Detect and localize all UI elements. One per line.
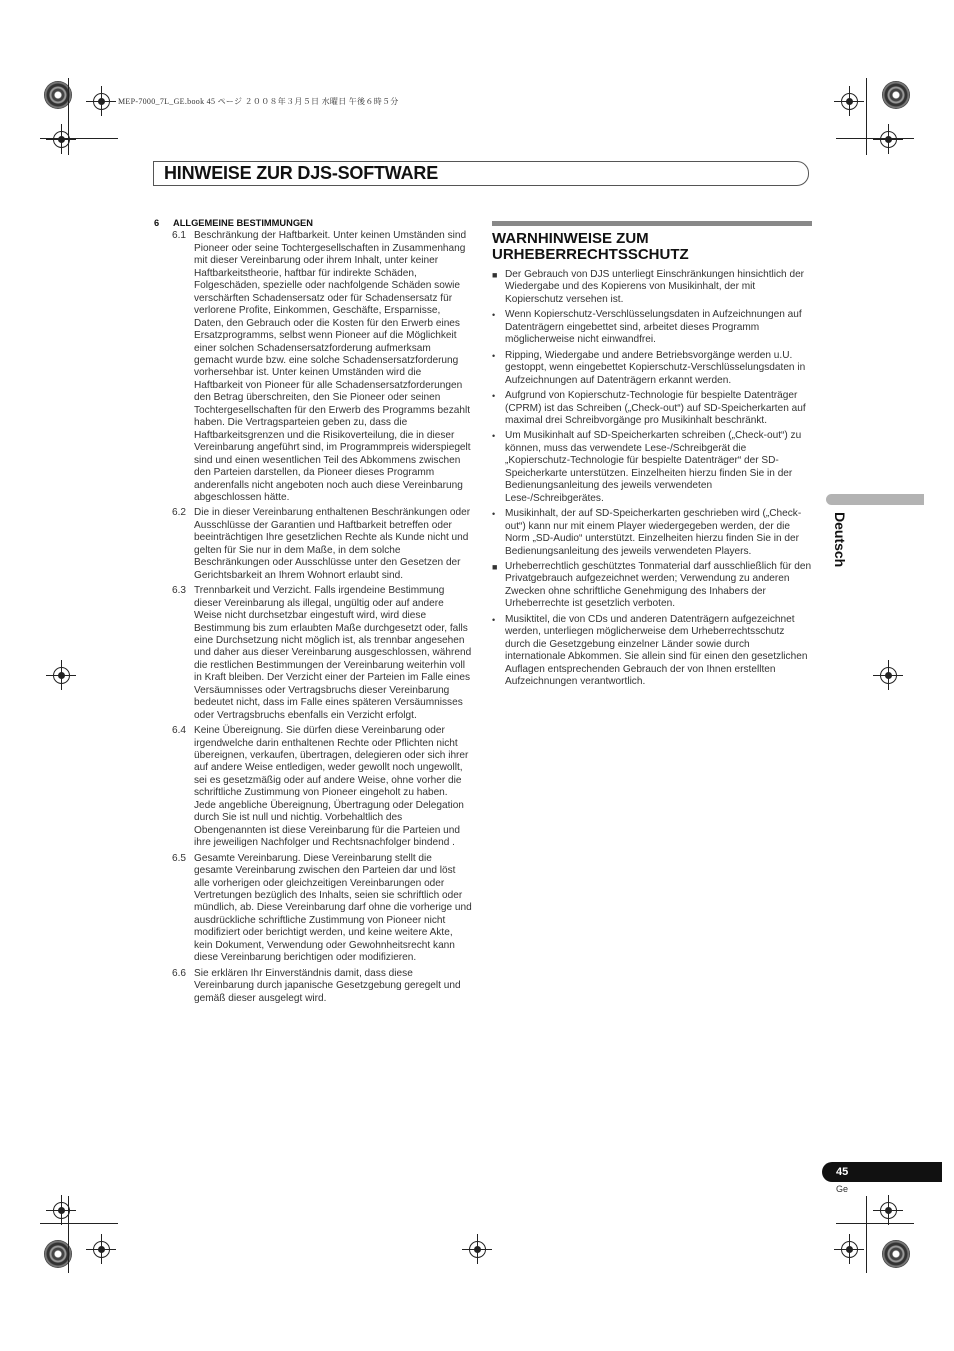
list-item [492,614,812,689]
list-item-text: Um Musikinhalt auf SD-Speicherkarten schreiben („Check-out“) zu können, muss das verwendete Lese-/Schreibgerät die „Kopierschutz-Technologie für bespielte Datenträger“ der SD-Speicherkarte unterstützen. Einzelheiten hierzu finden Sie in der Bedienungsanleitung des jeweils verwendeten Lese-/Schreibgerätes. [505,430,802,504]
heading-rule [492,221,812,226]
page-title: HINWEISE ZUR DJS-SOFTWARE [164,163,439,183]
language-tab-bar [826,494,924,505]
language-tab-label: Deutsch [832,512,848,568]
page-number: 45 [836,1166,849,1178]
crosshair-icon [46,660,76,690]
clause [154,507,472,582]
clause-text: Keine Übereignung. Sie dürfen diese Vereinbarung oder irgendwelche darin enthaltenen Rechte oder Pflichten nicht übereignen, verkaufen, übertragen, delegieren oder sich ihrer auf andere Weise entledigen, weder gewollt noch ungewollt, sei es gesetzmäßig oder auf andere Weise, ohne vorher die schriftliche Zustimmung von Pioneer eingeholt zu haben. Jede angebliche Übereignung, Übertragung oder Delegation durch Sie ist null und nichtig. Vorbehaltlich des Obengenannten ist diese Vereinbarung für die Parteien und ihre jeweiligen Nachfolger und Rechtsnachfolger bindend . [194,725,469,849]
dot-bullet-icon: • [492,509,496,520]
list-item [492,269,812,306]
square-bullet-icon: ■ [492,561,498,572]
registration-target-icon [882,81,910,109]
list-item [492,390,812,427]
list-item-text: Wenn Kopierschutz-Verschlüsselungsdaten in Aufzeichnungen auf Datenträgern eingebettet sind, arbeitet dieses Programm möglicherweise nicht einwandfrei. [505,309,802,346]
heading-line: WARNHINWEISE ZUM [492,230,649,247]
clause-number: 6.3 [172,585,187,597]
crosshair-icon [834,1234,864,1264]
clause-number: 6.1 [172,230,187,242]
registration-target-icon [882,1240,910,1268]
list-item-text: Musikinhalt, der auf SD-Speicherkarten geschrieben wird („Check-out“) kann nur mit einem Player wiedergegeben werden, der die Norm „SD-Audio“ unterstützt. Einzelheiten hierzu finden Sie in der Bedienungsanleitung des jeweils verwendeten Players. [505,508,802,557]
list-item-text: Urheberrechtlich geschütztes Tonmaterial darf ausschließlich für den Privatgebrauch aufgezeichnet werden; Verwendung zu anderen Zwecken ohne schriftliche Genehmigung des Inhabers der Urheberrechte ist gesetzlich verboten. [505,560,812,610]
crosshair-icon [46,124,76,154]
clause-number: 6.4 [172,725,187,737]
list-item [492,508,812,558]
clause-number: 6.5 [172,852,187,864]
list-item [492,350,812,387]
crosshair-icon [46,1195,76,1225]
dot-bullet-icon: • [492,391,496,402]
left-column [154,217,472,1005]
section-heading [492,231,812,263]
clause-text: Trennbarkeit und Verzicht. Falls irgendeine Bestimmung dieser Vereinbarung als illegal, ungültig oder auf andere Weise nicht durchsetzbar eingestuft wird, wird diese Bestimmung bis zum erlaubten Maße durchgesetzt oder, falls eine Durchsetzung nicht möglich ist, als trennbar angesehen und daher aus dieser Vereinbarung ausgeschlossen, während die restlichen Bestimmungen der Vereinbarung weiterhin voll in Kraft bleiben. Der Verzicht einer der Parteien im Falle eines Versäumnisses oder Vertragsbruchs dieser Vereinbarung bedeutet nicht, dass im Falle eines späteren Versäumnisses oder Vertragsbruchs ebenfalls ein Verzicht erfolgt. [194,585,472,721]
clause-text: Beschränkung der Haftbarkeit. Unter keinen Umständen sind Pioneer oder seine Tochtergesellschaften in Zusammenhang mit dieser Vereinbarung oder ihrem Inhalt, unter keiner Haftbarkeitstheorie, haftbar für indirekte Schäden, Folgeschäden, spezielle oder nachfolgende Schäden sowie verschärften Schadensersatz oder für Schadensersatz für verlorene Profite, Einkommen, Geschäfte, Ersparnisse, Daten, den Gebrauch oder die Kosten für den Erwerb eines Ersatzprogramms, selbst wenn Pioneer auf die Möglichkeit einer solchen Schadensersatzforderung aufmerksam gemacht wurde bzw. eine solche Schadensersatzforderung vorhersehbar ist. Unter keinen Umständen wird die Haftbarkeit von Pioneer für alle Schadensersatzforderungen den Betrag überschreiten, den Sie Pioneer oder seinen Tochtergesellschaften für den Erwerb des Programms bezahlt haben. Die Vertragsparteien geben zu, dass die Haftbarkeitsgrenzen und die Risikoverteilung, die in dieser Vereinbarung angeführt sind, im Programmpreis widerspiegelt sind und einen wesentlichen Teil des Abkommens zwischen den Parteien darstellen, da Pioneer dieses Programm anderenfalls nicht angeboten noch auch diese Vereinbarung abgeschlossen hätte. [194,230,471,503]
dot-bullet-icon: • [492,310,496,321]
section-title: ALLGEMEINE BESTIMMUNGEN [173,218,313,228]
list-item-text: Ripping, Wiedergabe und andere Betriebsvorgänge werden u.U. gestoppt, wenn eingebettet Kopierschutz-Verschlüsselungsdaten in Aufzeichnungen auf Datenträgern erkannt werden. [505,349,806,386]
crosshair-icon [834,86,864,116]
page-language-code: Ge [836,1184,849,1194]
clause-text: Die in dieser Vereinbarung enthaltenen Beschränkungen oder Ausschlüsse der Garantien und Haftbarkeit betreffen oder beeinträchtigen Ihre gesetzlichen Rechte als Kunde nicht und gelten für Sie nur in dem Maße, in dem solche Beschränkungen oder Ausschlüsse unter den Gesetzen der Gerichtsbarkeit an Ihrem Wohnort erlaubt sind. [194,507,471,581]
list-item-text: Musiktitel, die von CDs und anderen Datenträgern aufgezeichnet werden, unterliegen möglicherweise dem Urheberrechtsschutz durch die Gesetzgebung einzelner Länder sowie durch internationale Abkommen. Sie allein sind für einen den gesetzlichen Auflagen entsprechenden Gebrauch der von Ihnen erstellten Aufzeichnungen verantwortlich. [505,613,808,688]
crosshair-icon [86,86,116,116]
crosshair-icon [873,1195,903,1225]
list-item [492,430,812,505]
list-item [492,561,812,611]
section-number: 6 [154,218,160,228]
clause-text: Sie erklären Ihr Einverständnis damit, dass diese Vereinbarung durch japanische Gesetzgebung geregelt und gemäß dieser ausgelegt wird. [194,967,461,1004]
dot-bullet-icon: • [492,350,496,361]
dot-bullet-icon: • [492,614,496,625]
heading-line: URHEBERRECHTSSCHUTZ [492,246,689,263]
clause [154,585,472,722]
clause-text: Gesamte Vereinbarung. Diese Vereinbarung stellt die gesamte Vereinbarung zwischen den Parteien dar und löst alle vorherigen oder gleichzeitigen Vereinbarungen oder Vertretungen bezüglich des Inhalts, seien sie schriftlich oder mündlich, ab. Diese Vereinbarung darf ohne die vorherige und ausdrückliche schriftliche Zustimmung von Pioneer nicht modifiziert oder berichtigt werden, und keine weitere Akte, kein Dokument, Verwendung oder Gewohnheitsrecht kann diese Vereinbarung berichtigen oder modifizieren. [194,852,472,964]
clause-number: 6.2 [172,507,187,519]
dot-bullet-icon: • [492,431,496,442]
square-bullet-icon: ■ [492,270,498,280]
list-item-text: Aufgrund von Kopierschutz-Technologie für bespielte Datenträger (CPRM) ist das Schreiben („Check-out“) auf SD-Speicherkarten auf maximal drei Schreibvorgänge pro Musikinhalt beschränkt. [505,390,806,426]
section-heading [154,217,472,229]
crosshair-icon [462,1234,492,1264]
clause [154,725,472,850]
crosshair-icon [86,1234,116,1264]
right-column [492,221,812,692]
clause [154,968,472,1005]
crosshair-icon [873,660,903,690]
running-header: MEP-7000_7L_GE.book 45 ページ ２００８年３月５日 水曜日 午後６時５分 [118,97,399,106]
clause-number: 6.6 [172,967,187,979]
clause [154,230,472,504]
crosshair-icon [873,124,903,154]
list-item-text: Der Gebrauch von DJS unterliegt Einschränkungen hinsichtlich der Wiedergabe und des Kopierens von Musikinhalt, der mit Kopierschutz versehen ist. [505,269,805,305]
clause [154,853,472,965]
list-item [492,309,812,346]
